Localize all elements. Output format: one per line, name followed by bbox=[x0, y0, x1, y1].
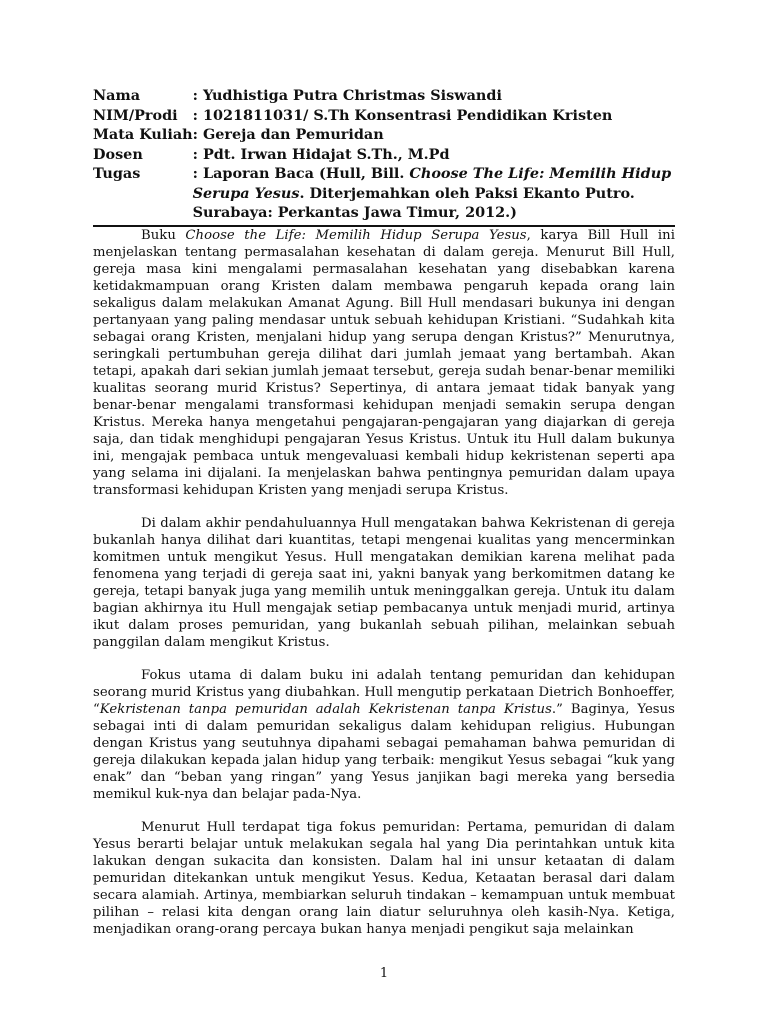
tugas-suffix: . Diterjemahkan oleh Paksi Ekanto Putro. Surabaya: Perkantas Jawa Timur, 2012.) bbox=[192, 184, 635, 221]
header-row-tugas bbox=[93, 164, 675, 223]
p3-text-c: .” Baginya, Yesus sebagai inti di dalam pemuridan sekaligus dalam kehidupan religius. Hubungan dengan Kristus yang seutuhnya dipahami sebagai pemahaman bahwa pemuridan di gereja dilakukan kepada jalan hidup yang terbaik: mengikut Yesus sebagai “kuk yang enak” dan “beban yang ringan” yang Yesus janjikan bagi mereka yang bersedia memikul kuk-nya dan belajar pada-Nya. bbox=[93, 701, 675, 802]
p1-text-c: , karya Bill Hull ini menjelaskan tentang permasalahan kesehatan di dalam gereja. Menurut Bill Hull, gereja masa kini mengalami permasalahan kesehatan yang disebabkan karena ketidakmampuan orang Kristen dalam membawa pengaruh kepada orang lain sekaligus dalam melakukan Amanat Agung. Bill Hull mendasari bukunya ini dengan pertanyaan yang paling mendasar untuk sebuah kehidupan Kristiani. “Sudahkah kita sebagai orang Kristen, menjalani hidup yang serupa dengan Kristus?” Menurutnya, seringkali pertumbuhan gereja dilihat dari jumlah jemaat yang bertambah. Akan tetapi, apakah dari sekian jumlah jemaat tersebut, gereja sudah benar-benar memiliki kualitas seorang murid Kristus? Sepertinya, di antara jemaat tidak banyak yang benar-benar mengalami transformasi kehidupan menjadi semakin serupa dengan Kristus. Mereka hanya mengetahui pengajaran-pengajaran yang diajarkan di gereja saja, dan tidak menghidupi pengajaran Yesus Kristus. Untuk itu Hull dalam bukunya ini, mengajak pembaca untuk mengevaluasi kembali hidup kekristenan seperti apa yang selama ini dijalani. Ia menjelaskan bahwa pentingnya pemuridan dalam upaya transformasi kehidupan Kristen yang menjadi serupa Kristus. bbox=[93, 227, 675, 498]
p1-book-title: Choose the Life: Memilih Hidup Serupa Yesus bbox=[185, 227, 527, 243]
header-row-mata-kuliah bbox=[93, 125, 675, 145]
document-page bbox=[93, 86, 675, 938]
header-label: Nama bbox=[93, 87, 141, 104]
header-label: Dosen bbox=[93, 145, 143, 163]
header-row-nama bbox=[93, 86, 675, 106]
header-label: Tugas bbox=[93, 165, 141, 182]
header-value: : Gereja dan Pemuridan bbox=[192, 126, 384, 143]
paragraph-2: Di dalam akhir pendahuluannya Hull mengatakan bahwa Kekristenan di gereja bukanlah hanya dilihat dari kuantitas, tetapi mengenai kualitas yang mencerminkan komitmen untuk mengikut Yesus. Hull mengatakan demikian karena melihat pada fenomena yang terjadi di gereja saat ini, yakni banyak yang berkomitmen datang ke gereja, tetapi banyak juga yang memilih untuk meninggalkan gereja. Untuk itu dalam bagian akhirnya itu Hull mengajak setiap pembacanya untuk menjadi murid, artinya ikut dalam proses pemuridan, yang bukanlah sebuah pilihan, melainkan sebuah panggilan dalam mengikut Kristus. bbox=[93, 515, 675, 650]
header-value: : 1021811031/ S.Th Konsentrasi Pendidikan Kristen bbox=[192, 106, 613, 124]
report-body bbox=[93, 227, 675, 938]
header-label: Mata Kuliah bbox=[93, 126, 193, 143]
tugas-prefix: : Laporan Baca (Hull, Bill. bbox=[192, 165, 410, 182]
page-number: 1 bbox=[379, 966, 389, 981]
header-row-dosen bbox=[93, 145, 675, 165]
header-info-table bbox=[93, 86, 675, 223]
tugas-book-title: Choose The Life: Memilih Hidup Serupa Yesus bbox=[192, 165, 672, 202]
paragraph-3 bbox=[93, 667, 675, 803]
p3-text-a: Fokus utama di dalam buku ini adalah tentang pemuridan dan kehidupan seorang murid Kristus yang diubahkan. Hull mengutip perkataan Dietrich Bonhoeffer, “ bbox=[93, 667, 675, 717]
header-row-nim bbox=[93, 106, 675, 126]
header-value: : Pdt. Irwan Hidajat S.Th., M.Pd bbox=[192, 145, 450, 163]
p3-quote: Kekristenan tanpa pemuridan adalah Kekristenan tanpa Kristus bbox=[99, 701, 552, 717]
paragraph-1 bbox=[93, 227, 675, 499]
header-value bbox=[193, 164, 675, 223]
paragraph-4: Menurut Hull terdapat tiga fokus pemuridan: Pertama, pemuridan di dalam Yesus berarti belajar untuk melakukan segala hal yang Dia perintahkan untuk kita lakukan dengan sukacita dan konsisten. Dalam hal ini unsur ketaatan di dalam pemuridan ditekankan untuk mengikut Yesus. Kedua, Ketaatan berasal dari dalam secara alamiah. Artinya, membiarkan seluruh tindakan – kemampuan untuk membuat pilihan – relasi kita dengan orang lain diatur seluruhnya oleh kasih-Nya. Ketiga, menjadikan orang-orang percaya bukan hanya menjadi pengikut saja melainkan bbox=[93, 819, 675, 937]
p1-text-a: Buku bbox=[141, 227, 186, 243]
header-label: NIM/Prodi bbox=[93, 106, 178, 124]
header-value: : Yudhistiga Putra Christmas Siswandi bbox=[192, 87, 502, 104]
